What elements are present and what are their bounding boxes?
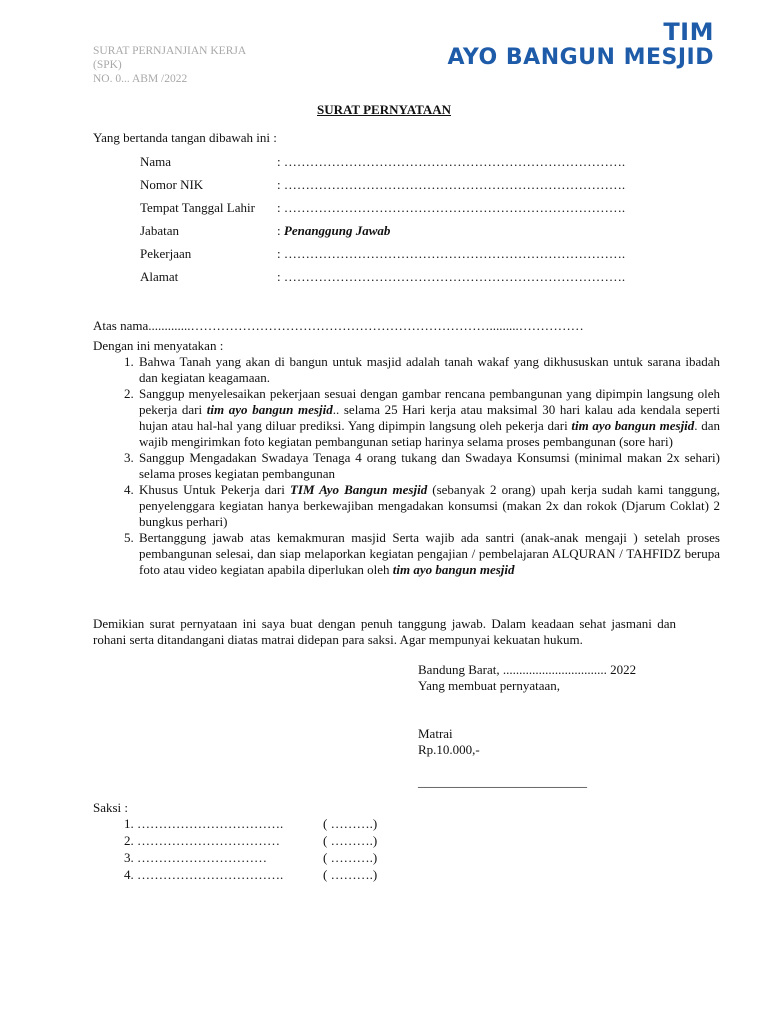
- statement-text: Bertanggung jawab atas kemakmuran masjid Serta wajib ada santri (anak-anak mengaji ) setelah proses pembangunan selesai, dan siap melaporkan kegiatan pengajian / pembelajaran ALQURAN / TAHFIDZ berupa foto atau video kegiatan apabila diperlukan oleh: [139, 530, 720, 577]
- witness-name-blank: …………………………: [137, 850, 267, 865]
- witness-sign-blank: ( ……….): [323, 833, 378, 848]
- statement-text: Khusus Untuk Pekerja dari: [139, 482, 290, 497]
- statement-text: . dan wajib mengirimkan foto kegiatan pembangunan setiap harinya selama proses pembangunan (sore hari): [139, 418, 720, 449]
- closing-paragraph: Demikian surat pernyataan ini saya buat dengan penuh tanggung jawab. Dalam keadaan sehat jasmani dan rohani serta ditandangani diatas matrai didepan para saksi. Agar mempunyai kekuatan hukum.: [93, 616, 676, 647]
- statement-text: Bahwa Tanah yang akan di bangun untuk masjid adalah tanah wakaf yang dikhususkan untuk sarana ibadah dan kegiatan keagamaan.: [139, 354, 720, 385]
- witness-item: [137, 833, 377, 850]
- field-label: Alamat: [140, 269, 179, 284]
- on-behalf-of: Atas nama.............…………………………………………………………….........……………: [93, 318, 584, 333]
- signature-line: __________________________: [418, 774, 587, 789]
- stamp-amount: Rp.10.000,-: [418, 742, 480, 757]
- witness-item: [137, 867, 377, 884]
- signature-block: [418, 662, 678, 790]
- statement-item: [137, 450, 720, 482]
- declaration-intro: Dengan ini menyatakan :: [93, 338, 224, 353]
- field-value: : …………………………………………………………………….: [277, 177, 626, 192]
- statement-text: Sanggup menyelesaikan pekerjaan sesuai dengan gambar rencana pembangunan yang dipimpin langsung oleh pekerja dari: [139, 386, 720, 417]
- statement-item: [137, 386, 720, 450]
- witness-heading: Saksi :: [93, 800, 129, 815]
- position-value: Penanggung Jawab: [283, 223, 391, 238]
- field-label: Pekerjaan: [140, 246, 192, 261]
- statement-text: .. selama 25 Hari kerja atau maksimal 30 hari kalau ada kendala seperti hujan atau hal-hal yang diluar prediksi. Yang dipimpin langsung oleh pekerja dari: [139, 402, 720, 433]
- field-value: : …………………………………………………………………….: [277, 200, 626, 215]
- logo-line-1: TIM: [663, 18, 714, 46]
- team-name-emphasis: tim ayo bangun mesjid: [392, 562, 515, 577]
- field-value: : …………………………………………………………………….: [277, 246, 626, 261]
- witness-item: [137, 816, 377, 833]
- witness-item: [137, 850, 377, 867]
- statement-item: [137, 530, 720, 578]
- field-label: Nomor NIK: [140, 177, 204, 192]
- field-label: Tempat Tanggal Lahir: [140, 200, 255, 215]
- field-label: Jabatan: [140, 223, 179, 238]
- team-logo-text: [447, 18, 714, 70]
- witness-name-blank: …………………………….: [137, 867, 284, 882]
- letter-reference: [93, 44, 246, 86]
- team-name-emphasis: tim ayo bangun mesjid: [571, 418, 695, 433]
- statement-text: Sanggup Mengadakan Swadaya Tenaga 4 orang tukang dan Swadaya Konsumsi (minimal makan 2x sehari) selama proses kegiatan pembangunan: [139, 450, 720, 481]
- reference-line-1: SURAT PERNJANJIAN KERJA: [93, 45, 247, 57]
- reference-line-2: (SPK): [93, 59, 122, 71]
- intro-text: Yang bertanda tangan dibawah ini :: [93, 130, 277, 145]
- witness-sign-blank: ( ……….): [323, 850, 378, 865]
- statement-text: (sebanyak 2 orang) upah kerja sudah kami tanggung, penyelenggara kegiatan hanya berkewajiban mengadakan konsumsi (makan 2x dan rokok (Djarum Coklat) 2 bungkus perhari): [139, 482, 721, 529]
- field-value: : …………………………………………………………………….: [277, 269, 626, 284]
- witness-list: [93, 816, 377, 884]
- team-name-emphasis: tim ayo bangun mesjid: [206, 402, 333, 417]
- document-title: SURAT PERNYATAAN: [317, 102, 451, 117]
- stamp-label: Matrai: [418, 726, 453, 741]
- logo-line-2: AYO BANGUN MESJID: [447, 45, 714, 70]
- witness-name-blank: …………………………….: [137, 816, 284, 831]
- maker-label: Yang membuat pernyataan,: [418, 678, 561, 693]
- team-name-emphasis: TIM Ayo Bangun mesjid: [289, 482, 428, 497]
- witness-name-blank: ……………………………: [137, 833, 280, 848]
- witness-sign-blank: ( ……….): [323, 816, 378, 831]
- field-value: : …………………………………………………………………….: [277, 154, 626, 169]
- field-label: Nama: [140, 154, 172, 169]
- place-date: Bandung Barat, ................................ 2022: [418, 662, 637, 677]
- reference-line-3: NO. 0... ABM /2022: [93, 73, 188, 85]
- field-value: [277, 223, 390, 239]
- witness-sign-blank: ( ……….): [323, 867, 378, 882]
- field-colon: :: [277, 223, 284, 238]
- statement-item: [137, 482, 720, 530]
- statement-list: [93, 354, 720, 578]
- statement-item: [137, 354, 720, 386]
